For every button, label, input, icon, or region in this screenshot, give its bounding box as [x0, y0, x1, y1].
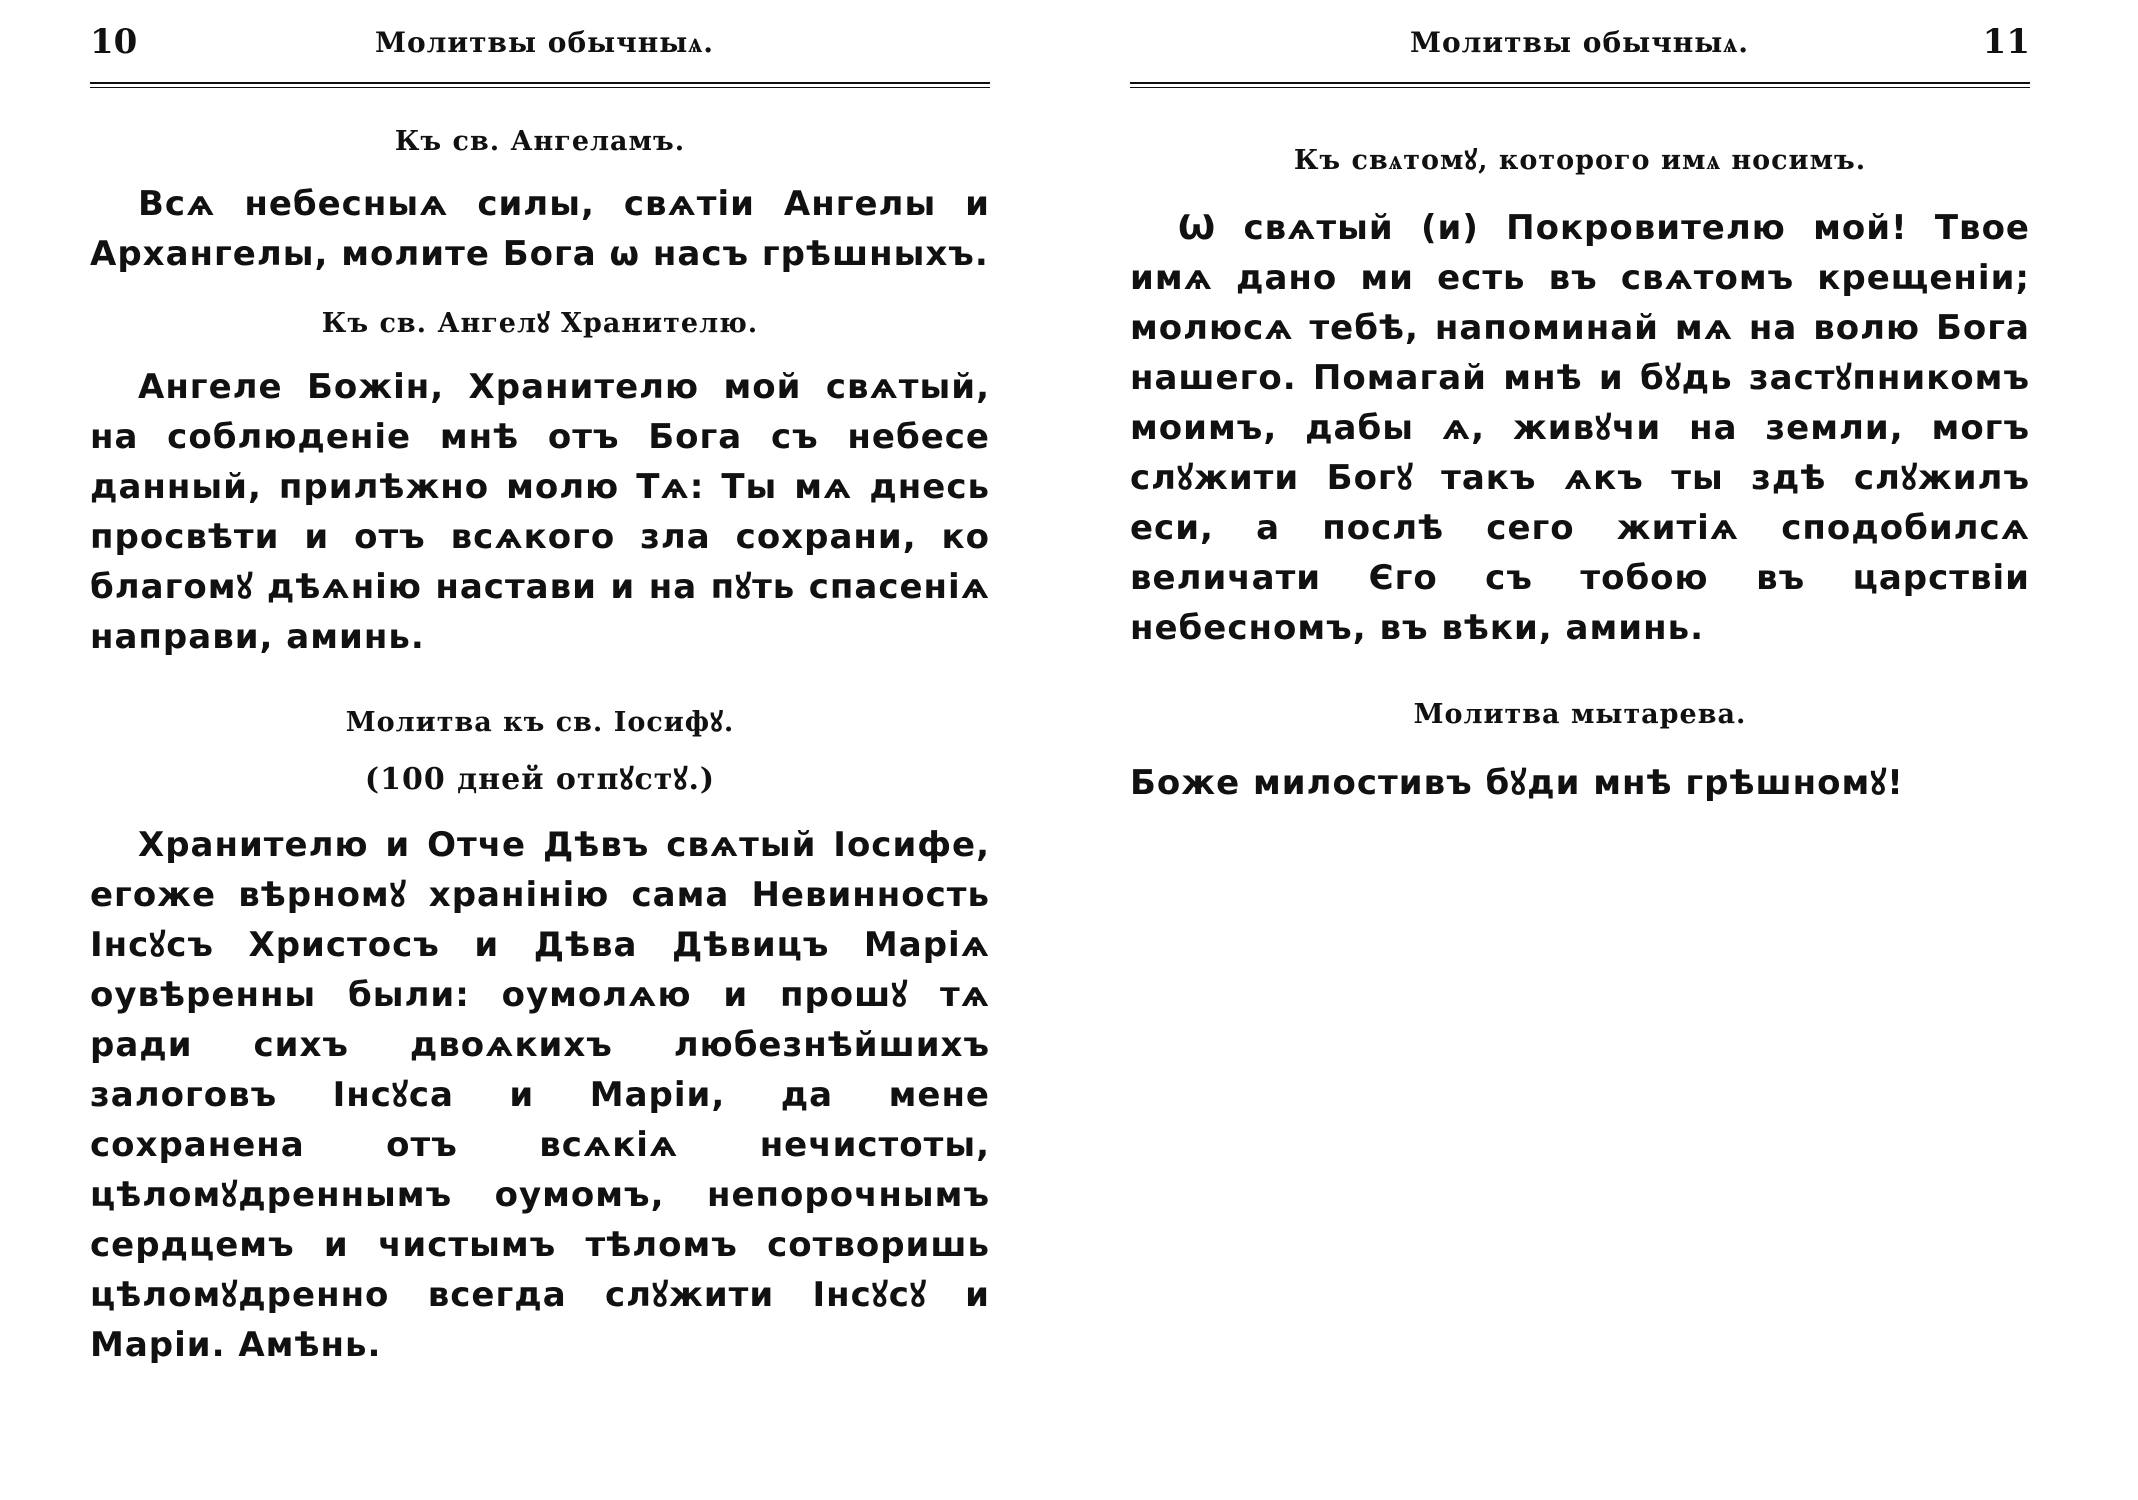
section-title: Молитва мытарева.: [1413, 699, 1747, 730]
section-title: Къ свѧтомꙋ, которого имѧ носимъ.: [1293, 145, 1867, 176]
prayer-text: Хранителю и Отче Дѣвъ свѧтый Іосифе, егоже вѣрномꙋ хранінію сама Невинность Інсꙋсъ Христосъ и Дѣва Дѣвицъ Маріѧ оувѣренны были: оумолѧю и прошꙋ тѧ ради сихъ двоѧкихъ любезнѣйшихъ залоговъ Інсꙋса и Маріи, да мене сохранена отъ всѧкіѧ нечистоты, цѣломꙋдреннымъ оумомъ, непорочнымъ сердцемъ и чистымъ тѣломъ сотворишь цѣломꙋдренно всегда слꙋжити Інсꙋсꙋ и Маріи. Амѣнь.: [90, 825, 990, 1365]
prayer-text: Ѡ свѧтый (и) Покровителю мой! Твое имѧ дано ми есть въ свѧтомъ крещеніи; молюсѧ тебѣ, напоминай мѧ на волю Бога нашего. Помагай мнѣ и бꙋдь застꙋпникомъ моимъ, дабы ѧ, живꙋчи на земли, могъ слꙋжити Богꙋ такъ ѧкъ ты здѣ слꙋжилъ еси, а послѣ сего житіѧ сподобилсѧ величати Єго съ тобою въ царствіи небесномъ, въ вѣки, аминь.: [1130, 208, 2030, 648]
running-head: Молитвы обычныѧ.: [375, 26, 715, 59]
running-head: Молитвы обычныѧ.: [1410, 26, 1750, 59]
indulgence-note: (100 дней отпꙋстꙋ.): [364, 762, 716, 797]
prayer-text: Ангеле Божін, Хранителю мой свѧтый, на соблюденіе мнѣ отъ Бога съ небесе данный, прилѣжно молю Тѧ: Ты мѧ днесь просвѣти и отъ всѧкого зла сохрани, ко благомꙋ дѣѧнію настави и на пꙋть спасеніѧ направи, аминь.: [90, 367, 990, 657]
left-page: [90, 0, 990, 1500]
section-title: Молитва къ св. Іосифꙋ.: [345, 707, 735, 738]
page-header: [90, 22, 990, 82]
page-number: 10: [90, 22, 138, 62]
section-title: Къ св. Ангеламъ.: [394, 126, 686, 157]
section-title: Къ св. Ангелꙋ Хранителю.: [321, 308, 759, 339]
page-header: [1130, 22, 2030, 82]
page-number: 11: [1982, 22, 2030, 62]
prayer-text: Боже милостивъ бꙋди мнѣ грѣшномꙋ!: [1130, 763, 1904, 803]
prayer-text: Всѧ небесныѧ силы, свѧтіи Ангелы и Архангелы, молите Бога ѡ насъ грѣшныхъ.: [90, 184, 990, 274]
right-page: [1130, 0, 2030, 1500]
header-rule: [1130, 82, 2030, 88]
header-rule: [90, 82, 990, 88]
